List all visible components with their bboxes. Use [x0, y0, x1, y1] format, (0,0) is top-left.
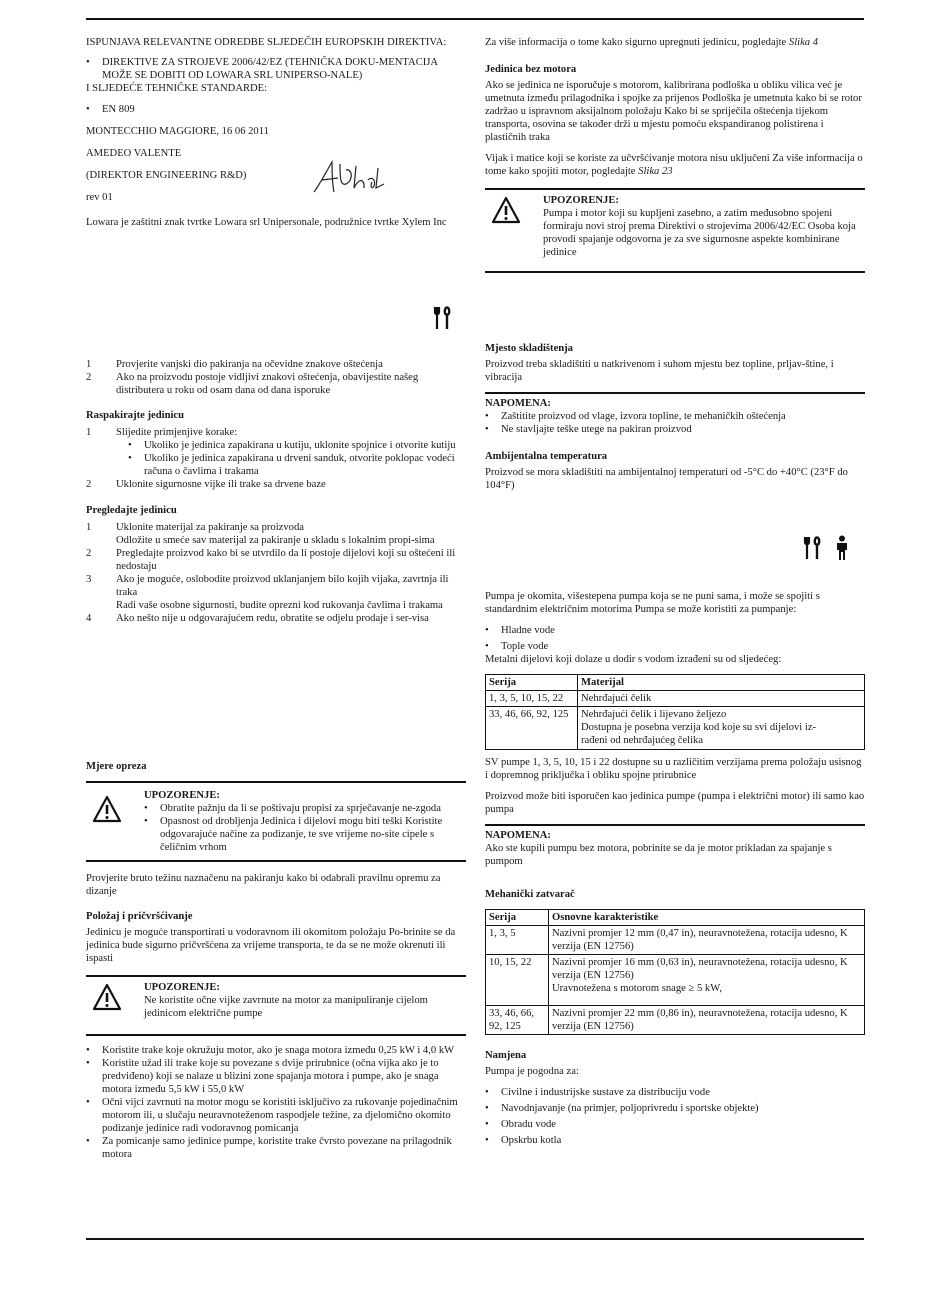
warning-icon	[491, 196, 521, 224]
storage-heading: Mjesto skladištenja	[485, 343, 573, 354]
list-item: 3 Ako je moguće, oslobodite proizvod uklanjanjem bilo kojih vijaka, zavrtnja ili traka Radi vaše osobne sigurnosti, budite oprezni kod rukovanja čavlima i trakama	[86, 574, 449, 611]
list-item: 2 Ako na proizvodu postoje vidljivi znakovi oštećenja, obavijestite našeg distributera u roku od osam dana od dana isporuke	[86, 372, 419, 396]
table-cell: Nazivni promjer 16 mm (0,63 in), neuravnotežena, rotacija udesno, K verzija (EN 12756) Uravnotežena s motorom snage ≥ 5 kW,	[549, 955, 865, 1006]
warning-bullet: • Obratite pažnju da li se poštivaju propisi za sprječavanje ne-zgoda	[144, 802, 466, 815]
list-item: 1 Slijedite primjenjive korake:	[86, 427, 238, 438]
check-list	[86, 358, 466, 397]
table-header-cell: Materijal	[578, 675, 865, 691]
table-cell: Nazivni promjer 12 mm (0,47 in), neuravnotežena, rotacija udesno, K verzija (EN 12756)	[549, 926, 865, 955]
declaration-text: ISPUNJAVA RELEVANTNE ODREDBE SLJEDEČIH EUROPSKIH DIREKTIVA:	[86, 37, 447, 48]
warning-title: UPOZORENJE:	[144, 982, 220, 993]
signatory-name: AMEDEO VALENTE	[86, 148, 182, 159]
table-cell: 33, 46, 66, 92, 125	[486, 707, 578, 750]
warning-icon	[92, 983, 122, 1011]
supply-text: Proizvod može biti isporučen kao jedinica pumpe (pumpa i električni motor) ili samo kao pumpa	[485, 791, 865, 815]
table-cell: 10, 15, 22	[486, 955, 549, 1006]
use-heading: Namjena	[485, 1050, 527, 1061]
revision: rev 01	[86, 192, 113, 203]
position-heading: Položaj i pričvršćivanje	[86, 911, 193, 922]
nomotor-text: Ako se jedinica ne isporučuje s motorom, kalibrirana podloška u obliku vilica već je umetnuta između prilagodnika i spojke za prijenos Podloška je umetnuta kako bi se rotor zadržao u ispravnom aksijalnom položaju Kako bi se spriječila oštećenja tijekom transporta, osovina se također drži u mjestu pomoću ekspandiranog polistirena i plastičnih traka	[485, 80, 862, 143]
screws-text: Vijak i matice koji se koriste za učvršćivanje motora nisu uključeni Za više informacija o tome kako spojiti motor, pogledajte Slika 23	[485, 153, 863, 177]
sv-text: SV pumpe 1, 3, 5, 10, 15 i 22 dostupne su u različitim verzijama prema položaju usisnog i dopremnog priključka i obliku spojne prirubnice	[485, 757, 862, 781]
tools-icon	[803, 536, 823, 560]
table-header	[486, 675, 865, 691]
bottom-rule	[86, 1238, 864, 1240]
directive-bullet: • DIREKTIVE ZA STROJEVE 2006/42/EZ (TEHNIČKA DOKU-MENTACIJA MOŽE SE DOBITI OD LOWARA SRL UNIPERSO-NALE)	[86, 56, 466, 82]
table-cell: Nazivni promjer 22 mm (0,86 in), neuravnotežena, rotacija udesno, K verzija (EN 12756)	[549, 1006, 865, 1035]
weight-text: Provjerite bruto težinu naznačenu na pakiranju kako bi odabrali pravilnu opremu za dizanje	[86, 873, 441, 897]
list-item: 1 Uklonite materijal za pakiranje sa proizvoda Odložite u smeće sav materijal za pakiranje u skladu s lokalnim propi-sima	[86, 522, 435, 546]
pump-description: Pumpa je okomita, višestepena pumpa koja se ne puni sama, i može se spojiti s standardnim električnim motorima Pumpa se može koristiti za pumpanje:	[485, 591, 820, 615]
table-header-cell: Osnovne karakteristike	[549, 910, 865, 926]
warning-bullet: • Opasnost od drobljenja Jedinica i dijelovi mogu biti teški Koristite odgovarajuće načine za podizanje, te sve vrijeme no-site cipele s čeličnim vrhom	[144, 815, 466, 854]
list-item: 1 Provjerite vanjski dio pakiranja na očevidne znakove oštećenja	[86, 359, 383, 370]
sub-bullet: • Ukoliko je jedinica zapakirana u drveni sanduk, otvorite poklopac vodeći računa o čavlima i trakama	[86, 452, 466, 478]
list-item: • Očni vijci zavrnuti na motor mogu se koristiti isključivo za rukovanje pojedinačnim motorom ili, u slučaju neuravnoteženom raspodjele težine, za djelomično okomito podizanje jedinice radi vodoravnog pomicanja	[86, 1096, 466, 1135]
list-item: • Koristite užad ili trake koje su povezane s dvije prirubnice (očna vijka ako je to predviđeno) koji se nalaze u blizini zone spajanja motora i pumpe, ako je snaga motora između 5,5 kW i 55,0 kW	[86, 1057, 466, 1096]
precautions-heading: Mjere opreza	[86, 761, 147, 772]
list-item: 2 Pregledajte proizvod kako bi se utvrdilo da li postoje dijelovi koji su oštećeni ili nedostaju	[86, 548, 456, 572]
nomotor-heading: Jedinica bez motora	[485, 64, 577, 75]
left-column-precautions	[86, 760, 466, 1161]
ambient-text: Proizvod se mora skladištiti na ambijentalnoj temperaturi od -5°C do +40°C (23°F do 104°F)	[485, 467, 848, 491]
tools-icon	[433, 306, 453, 330]
table-cell: Nehrđajući čelik	[578, 691, 865, 707]
note-title: NAPOMENA:	[485, 398, 551, 409]
left-column-lower	[86, 358, 466, 625]
use-list	[485, 1086, 865, 1147]
warning-box	[86, 975, 466, 1036]
table-header-cell: Serija	[486, 675, 578, 691]
table-row	[486, 955, 865, 1006]
warning-text: Ne koristite očne vijke zavrnute na motor za manipuliranje cijelom jedinicom električne pumpe	[144, 995, 428, 1019]
note-bullet: • Ne stavljajte teške utege na pakiran proizvod	[485, 423, 865, 436]
note-bullet: • Zaštitite proizvod od vlage, izvora topline, te mehaničkih oštećenja	[485, 410, 865, 423]
warning-box	[86, 781, 466, 862]
note-text: Ako ste kupili pumpu bez motora, pobrinite se da je motor prikladan za spajanje s pumpom	[485, 843, 832, 867]
sub-bullet: • Ukoliko je jedinica zapakirana u kutiju, uklonite spojnice i otvorite kutiju	[86, 439, 466, 452]
right-column-storage	[485, 342, 865, 492]
signatory-role: (DIREKTOR ENGINEERING R&D)	[86, 170, 247, 181]
list-item: • Navodnjavanje (na primjer, poljoprivredu i sportske objekte)	[485, 1102, 865, 1115]
list-item: • Hladne vode	[485, 624, 865, 637]
note-title: NAPOMENA:	[485, 830, 551, 841]
table-row	[486, 691, 865, 707]
note-box	[485, 824, 865, 868]
seal-heading: Mehanički zatvarač	[485, 889, 575, 900]
table-row	[486, 926, 865, 955]
position-text: Jedinicu je moguće transportirati u vodoravnom ili okomitom položaju Po-brinite se da jedinica bude sigurno pričvršćena za vrijeme transporta, te da se ne može okrenuti ili ispasti	[86, 927, 456, 964]
storage-text: Proizvod treba skladištiti u natkrivenom i suhom mjestu bez topline, prljav-štine, i vibracija	[485, 359, 834, 383]
warning-text: Pumpa i motor koji su kupljeni zasebno, a zatim međusobno spojeni formiraju novi stroj prema Direktivi o strojevima 2006/42/EC Osoba koja provodi spajanje odgovorna je za sve sigurnosne aspekte kombinirane jedinice	[543, 208, 856, 258]
list-item: • Civilne i industrijske sustave za distribuciju vode	[485, 1086, 865, 1099]
ambient-heading: Ambijentalna temperatura	[485, 451, 608, 462]
list-item: • Koristite trake koje okružuju motor, ako je snaga motora između 0,25 kW i 4,0 kW	[86, 1044, 466, 1057]
table-cell: 33, 46, 66, 92, 125	[486, 1006, 549, 1035]
harness-info: Za više informacija o tome kako sigurno upregnuti jedinicu, pogledajte Slika 4	[485, 37, 819, 48]
warning-title: UPOZORENJE:	[543, 195, 619, 206]
warning-icon	[92, 795, 122, 823]
right-column	[485, 36, 865, 273]
table-cell: 1, 3, 5, 10, 15, 22	[486, 691, 578, 707]
left-column	[86, 36, 466, 229]
table-row	[486, 707, 865, 750]
warning-box	[485, 188, 865, 273]
list-item: • Opskrbu kotla	[485, 1134, 865, 1147]
list-item: 2 Uklonite sigurnosne vijke ili trake sa drvene baze	[86, 479, 326, 490]
use-text: Pumpa je pogodna za:	[485, 1066, 579, 1077]
unpack-heading: Raspakirajte jedinicu	[86, 410, 184, 421]
table-cell: Nehrđajući čelik i lijevano željezo Dostupna je posebna verzija kod koje su svi dijelovi iz- rađeni od nehrđajućeg čelika	[578, 707, 865, 750]
place-date: MONTECCHIO MAGGIORE, 16 06 2011	[86, 126, 269, 137]
inspect-heading: Pregledajte jedinicu	[86, 505, 177, 516]
table-header-cell: Serija	[486, 910, 549, 926]
table-row	[486, 1006, 865, 1035]
seal-table	[485, 909, 865, 1035]
list-item: • Za pomicanje samo jedinice pumpe, koristite trake čvrsto povezane na prilagodnik motora	[86, 1135, 466, 1161]
list-item: 4 Ako nešto nije u odgovarajućem redu, obratite se odjelu prodaje i ser-visa	[86, 613, 429, 624]
trademark-text: Lowara je zaštitni znak tvrtke Lowara srl Unipersonale, podružnice tvrtke Xylem Inc	[86, 217, 447, 228]
table-header	[486, 910, 865, 926]
list-item: • Obradu vode	[485, 1118, 865, 1131]
person-icon	[832, 535, 852, 561]
lifting-list	[86, 1044, 466, 1161]
list-item: • Tople vode	[485, 640, 865, 653]
note-box	[485, 392, 865, 436]
table-cell: 1, 3, 5	[486, 926, 549, 955]
materials-table	[485, 674, 865, 750]
standard-bullet: • EN 809	[86, 103, 466, 116]
metal-text: Metalni dijelovi koji dolaze u dodir s vodom izrađeni su od sljedećeg:	[485, 654, 782, 665]
signature	[310, 158, 390, 198]
standards-text: I SLJEDEĆE TEHNIČKE STANDARDE:	[86, 83, 268, 94]
top-rule	[86, 18, 864, 20]
right-column-description	[485, 590, 865, 1147]
warning-title: UPOZORENJE:	[144, 790, 220, 801]
inspect-list	[86, 521, 466, 625]
